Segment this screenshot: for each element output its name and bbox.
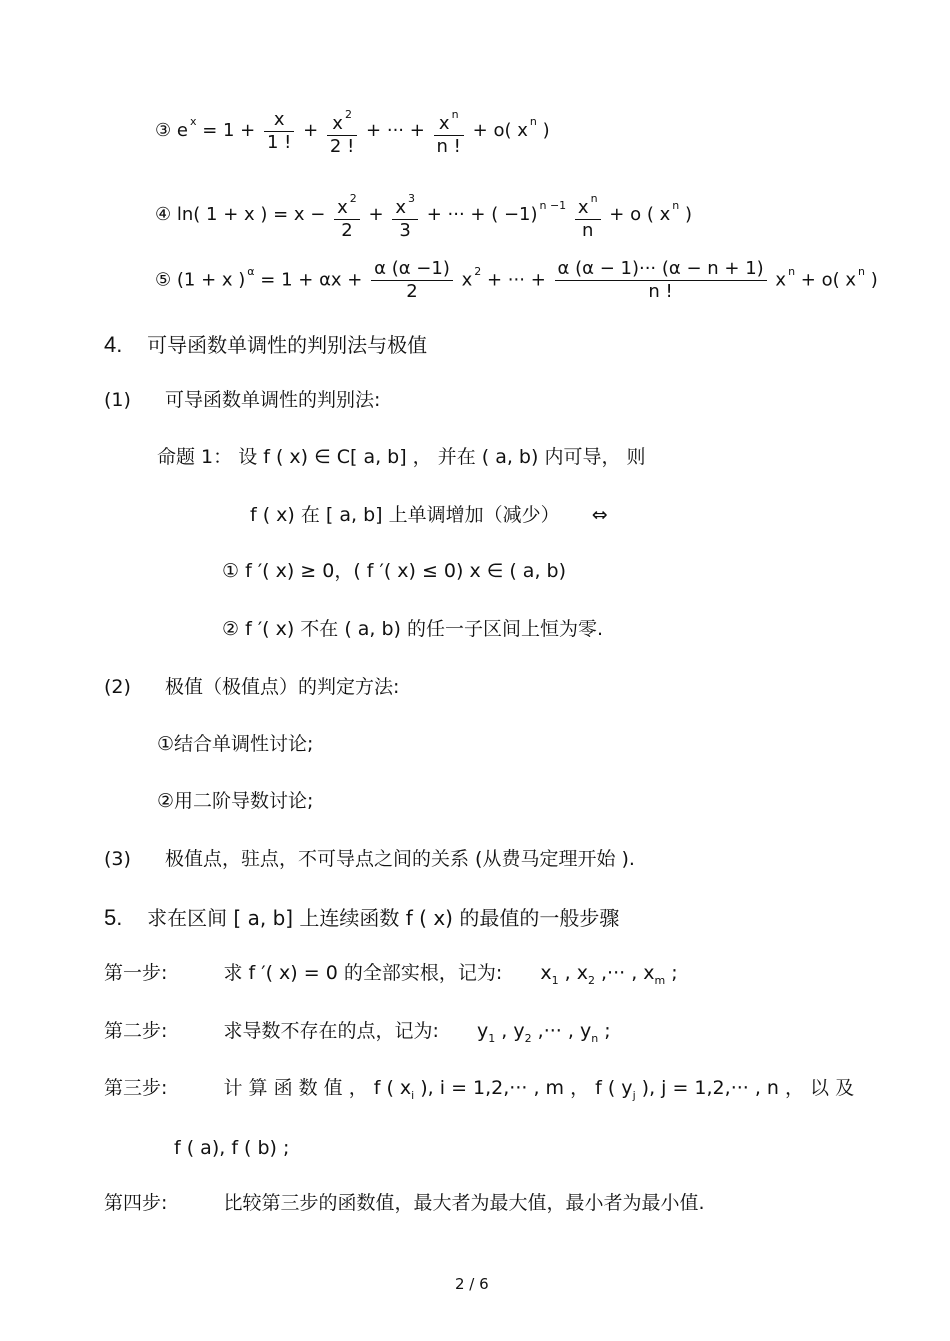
- step-3: 第三步: 计 算 函 数 值 ， f ( $x_i$ ), i = 1,2,··· , m ， f ( $y_j$ ), j = 1,2,··· , n ， 以 及: [104, 1077, 855, 1102]
- section-number: 4.: [104, 332, 123, 357]
- circled-marker: ③: [155, 120, 172, 141]
- proposition-1: 命题 1： 设 f ( x) ∈ C[ a, b] ， 并在 ( a, b) 内可导， 则: [157, 446, 646, 468]
- subsection-2: (2) 极值（极值点）的判定方法:: [104, 676, 400, 698]
- subsection-3: (3) 极值点，驻点，不可导点之间的关系 (从费马定理开始 ).: [104, 848, 635, 870]
- section-title: 可导函数单调性的判别法与极值: [147, 333, 428, 357]
- subsection-1: (1) 可导函数单调性的判别法:: [104, 389, 381, 411]
- method-2: ②用二阶导数讨论;: [157, 790, 314, 812]
- formula-5: ⑤ (1 + x ) $^\alpha$ = 1 + αx + $\frac{\alpha (\alpha -1)}{2}$ x $^2$ + ··· + $\frac{\alpha (\alpha - 1)\cdot\cdot\cdot (\alpha - n + 1)}{n !}$ x $^n$ + o( x $^n$ ): [155, 258, 878, 302]
- section-title: 求在区间 [ a, b] 上连续函数 f ( x) 的最值的一般步骤: [147, 906, 620, 930]
- fraction: $\frac{x ^n}{n !}$: [434, 104, 464, 158]
- fraction: $\frac{x ^2}{2 !}$: [327, 104, 357, 158]
- page-number: 2 / 6: [455, 1275, 489, 1293]
- section-4-heading: [104, 333, 427, 357]
- fraction: $\frac{x ^3}{3}$: [392, 188, 418, 242]
- fraction: $\frac{\alpha (\alpha -1)}{2}$: [371, 258, 453, 303]
- step-2: 第二步: 求导数不存在的点，记为: $y_1$ , $y_2$ ,··· , $y_n$ ;: [104, 1020, 611, 1045]
- fraction: $\frac{x ^n}{n}$: [575, 188, 601, 242]
- formula-4: ④ ln( 1 + x ) = x − $\frac{x ^2}{2}$ + $\frac{x ^3}{3}$ + ··· + ( −1) $^{n -1}$ $\frac{x ^n}{n}$ + o ( x $^n$ ): [155, 188, 692, 242]
- step-1: 第一步: 求 f ′( x) = 0 的全部实根，记为: $x_1$ , $x_2$ ,··· , $x_m$ ;: [104, 962, 678, 987]
- fraction: $\frac{x}{1 !}$: [264, 109, 294, 154]
- section-number: 5.: [104, 905, 123, 930]
- condition-1: ① f ′( x) ≥ 0，( f ′( x) ≤ 0) x ∈ ( a, b): [222, 560, 566, 582]
- circled-marker: ④: [155, 204, 172, 225]
- equivalence-statement: f ( x) 在 [ a, b] 上单调增加（减少） ⇔: [250, 504, 608, 526]
- method-1: ①结合单调性讨论;: [157, 733, 314, 755]
- equivalence-symbol: ⇔: [591, 504, 608, 526]
- circled-marker: ⑤: [155, 269, 172, 291]
- fraction: $\frac{\alpha (\alpha - 1)\cdot\cdot\cdot (\alpha - n + 1)}{n !}$: [555, 258, 767, 303]
- fraction: $\frac{x ^2}{2}$: [334, 188, 360, 242]
- step-4: 第四步: 比较第三步的函数值，最大者为最大值，最小者为最小值.: [104, 1192, 705, 1214]
- condition-2: ② f ′( x) 不在 ( a, b) 的任一子区间上恒为零.: [222, 618, 604, 640]
- section-5-heading: [104, 906, 619, 930]
- formula-3: ③ e $^x$ = 1 + $\frac{x}{1 !}$ + $\frac{x ^2}{2 !}$ + ··· + $\frac{x ^n}{n !}$ + o( x $^n$ ): [155, 104, 550, 158]
- step-3-continued: f ( a), f ( b) ;: [174, 1137, 290, 1159]
